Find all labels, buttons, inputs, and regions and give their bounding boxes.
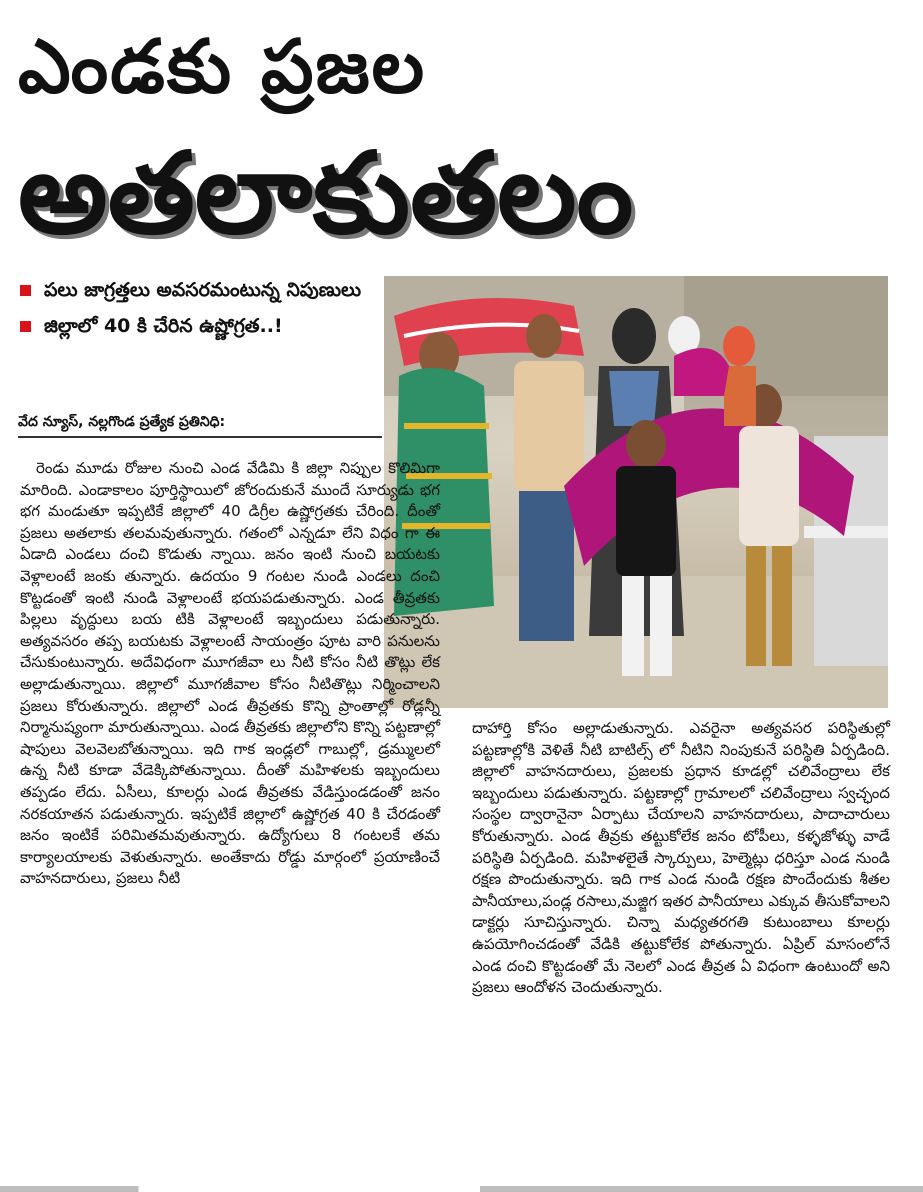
bullet-item <box>18 276 378 304</box>
headline-line-1: ఎండకు ప్రజల <box>18 24 427 110</box>
news-photo <box>384 276 888 708</box>
article-column-1 <box>20 458 440 890</box>
bullet-text: జిల్లాలో 40 కి చేరిన ఉష్ణోగ్రత..! <box>44 315 283 337</box>
people-covering-heads-illustration <box>384 276 888 708</box>
bullet-text: పలు జాగ్రత్తలు అవసరమంటున్న నిపుణులు <box>44 279 362 301</box>
highlight-bullets <box>18 276 378 340</box>
bullet-square-icon <box>20 321 31 332</box>
bottom-rule <box>0 1186 923 1192</box>
article-paragraph: దాహార్తి కోసం అల్లాడుతున్నారు. ఎవరైనా అత్యవసర పరిస్థితుల్లో పట్టణాల్లోకి వెళితే నీటి బాటిల్స్ లో నీటిని నింపుకునే పరిస్థితి ఏర్పడింది. జిల్లాలో వాహనదారులు, ప్రజలకు ప్రధాన కూడల్లో చలివేంద్రాలు లేక ఇబ్బందులు పడుతున్నారు. పట్టణాల్లో గ్రామాలలో చలివేంద్రాలు స్వచ్ఛంద సంస్థల ద్వారానైనా ఏర్పాటు చేయాలని వాహనదారులు, పాదాచారులు కోరుతున్నారు. ఎండ తీవ్రకు తట్టుకోలేక జనం టోపీలు, కళ్ళజోళ్ళు వాడే పరిస్థితి ఏర్పడింది. మహిళలైతే స్కార్పులు, హెల్మెట్లు ధరిస్తూ ఎండ నుండి రక్షణ పొందుతున్నారు. ఇది గాక ఎండ నుండి రక్షణ పొందేందుకు శీతల పానీయాలు,పండ్ల రసాలు,మజ్జిగ ఇతర పానీయాలు ఎక్కువ తీసుకోవాలని డాక్టర్లు సూచిస్తున్నారు. చిన్నా మధ్యతరగతి కుటుంబాలు కూలర్లు ఉపయోగించడంతో వేడికి తట్టుకోలేక పోతున్నారు. ఏప్రిల్ మాసంలోనే ఎండ దంచి కొట్టడంతో మే నెలలో ఎండ తీవ్రత ఏ విధంగా ఉంటుందో అని ప్రజలు ఆందోళన చెందుతున్నారు. <box>472 719 890 997</box>
bullet-square-icon <box>20 285 31 296</box>
byline: వేద న్యూస్, నల్లగొండ ప్రత్యేక ప్రతినిధి: <box>18 412 382 438</box>
article-column-2 <box>472 718 890 999</box>
article-paragraph: రెండు మూడు రోజుల నుంచి ఎండ వేడిమి కి జిల్లా నిప్పుల కొలిమిగా మారింది. ఎండాకాలం పూర్తిస్థాయిలో జోరందుకునే ముందే సూర్యుడు భగ భగ మండుతూ ఇప్పటికే జిల్లాలో 40 డిగ్రీల ఉష్ణోగ్రతకు చేరింది. దీంతో ప్రజలు అతలాకు తలమవుతున్నారు. గతంలో ఎన్నడూ లేని విధం గా ఈ ఏడాది ఎండలు దంచి కొడుతు న్నాయి. జనం ఇంటి నుంచి బయటకు వెళ్లాలంటే జంకు తున్నారు. ఉదయం 9 గంటల నుండి ఎండలు దంచి కొట్టడంతో ఇంటి నుండి వెళ్లాలంటే భయపడుతున్నారు. ఎండ తీవ్రతకు పిల్లలు వృద్దులు బయ టికి వెళ్లాలంటే ఇబ్బందులు పడుతున్నారు. అత్యవసరం తప్ప బయటకు వెళ్లాలంటే సాయంత్రం పూట వారి పనులను చేసుకుంటున్నారు. అదేవిధంగా మూగజీవా లు నీటి కోసం నీటి తొట్లు లేక అల్లాడుతున్నాయి. జిల్లాలో మూగజీవాల కోసం నీటితొట్లు నిర్మించాలని ప్రజలు కోరుతున్నారు. జిల్లాలో ఎండ తీవ్రతకు కొన్ని ప్రాంతాల్లో రోడ్లన్నీ నిర్మానుష్యంగా మారుతున్నాయి. ఎండ తీవ్రతకు జిల్లాలోని కొన్ని పట్టణాల్లో షాపులు వెలవెలబోతున్నాయి. ఇది గాక ఇండ్లలో గాబుల్లో, డ్రమ్ములలో ఉన్న నీటి కూడా వేడెక్కిపోతున్నాయి. దీంతో మహిళలకు ఇబ్బందులు తప్పడం లేదు. ఏసీలు, కూలర్లు ఎండ తీవ్రతకు వేడిస్తుండడంతో జనం నరకయాతన పడుతున్నారు. ఇప్పటికే జిల్లాలో ఉష్ణోగ్రత 40 కి చేరడంతో జనం ఇంటికే పరిమితమవుతున్నారు. ఉద్యోగులు 8 గంటలకే తమ కార్యాలయాలకు వెళుతున్నారు. అంతేకాదు రోడ్డు మార్గంలో ప్రయాణించే వాహనదారులు, ప్రజలు నీటి <box>20 459 440 888</box>
headline-line-2: అతలాకుతలం <box>18 129 634 259</box>
bullet-item <box>18 312 378 340</box>
